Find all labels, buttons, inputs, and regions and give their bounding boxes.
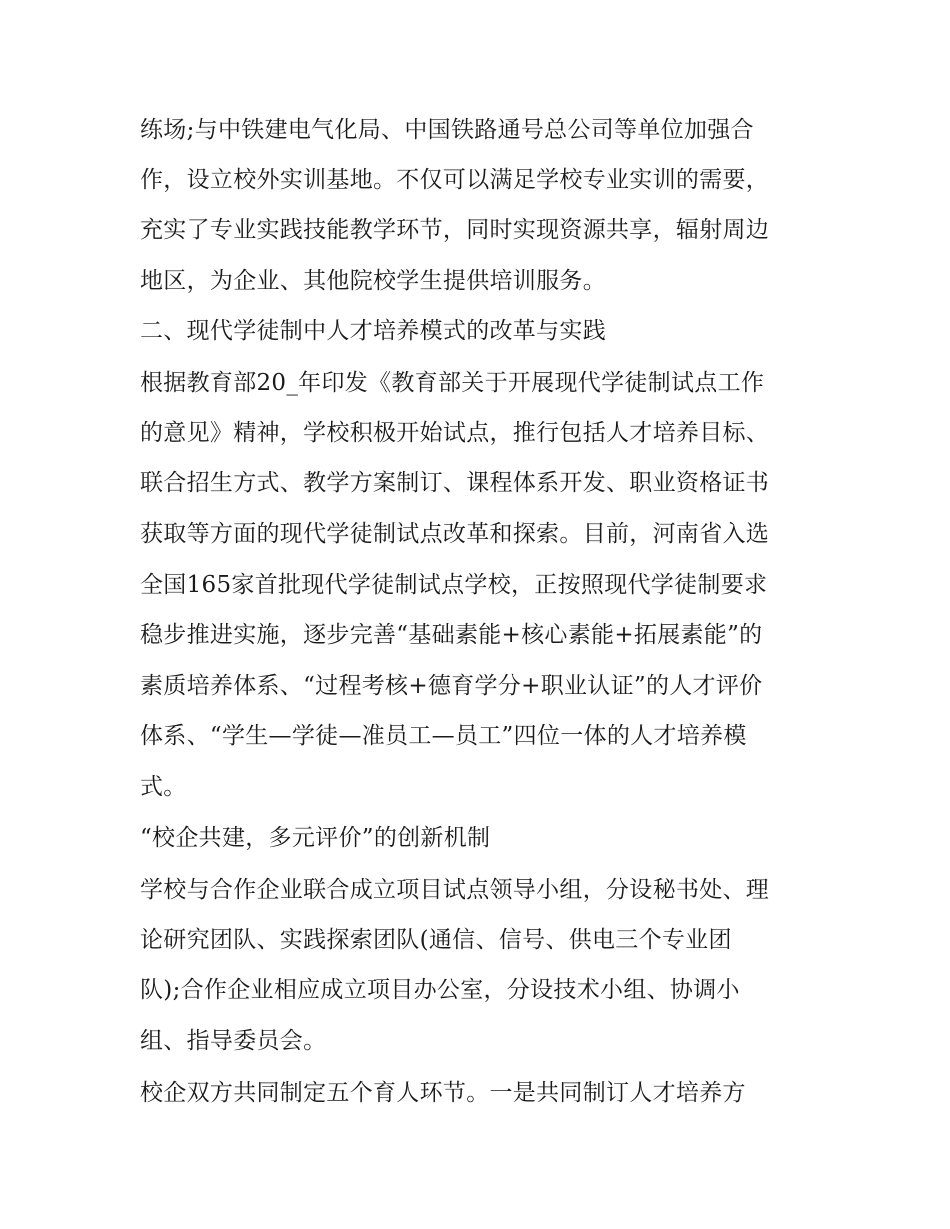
section-heading: 二、现代学徒制中人才培养模式的改革与实践 <box>140 318 606 344</box>
text-line: 论研究团队、实践探索团队(通信、信号、供电三个专业团 <box>140 927 732 953</box>
text-line: 联合招生方式、教学方案制订、课程体系开发、职业资格证书 <box>140 470 770 496</box>
text-line: 作，设立校外实训基地。不仅可以满足学校专业实训的需要， <box>140 167 770 193</box>
text-line: 队);合作企业相应成立项目办公室，分设技术小组、协调小 <box>140 977 740 1003</box>
text-line: 全国165家首批现代学徒制试点学校，正按照现代学徒制要求 <box>140 572 768 598</box>
section-heading: “校企共建，多元评价”的创新机制 <box>140 825 491 851</box>
text-line: 校企双方共同制定五个育人环节。一是共同制订人才培养方 <box>140 1080 746 1106</box>
text-line: 练场;与中铁建电气化局、中国铁路通号总公司等单位加强合 <box>140 117 754 143</box>
text-line: 获取等方面的现代学徒制试点改革和探索。目前，河南省入选 <box>140 521 770 547</box>
text-line: 充实了专业实践技能教学环节，同时实现资源共享，辐射周边 <box>140 217 770 243</box>
text-line: 地区，为企业、其他院校学生提供培训服务。 <box>140 268 606 294</box>
text-line: 稳步推进实施，逐步完善“基础素能+核心素能+拓展素能”的 <box>140 622 763 648</box>
text-line: 学校与合作企业联合成立项目试点领导小组，分设秘书处、理 <box>140 877 770 903</box>
text-line: 的意见》精神，学校积极开始试点，推行包括人才培养目标、 <box>140 420 770 446</box>
text-line: 根据教育部20_年印发《教育部关于开展现代学徒制试点工作 <box>140 370 765 396</box>
text-line: 素质培养体系、“过程考核+德育学分+职业认证”的人才评价 <box>140 673 763 699</box>
text-line: 组、指导委员会。 <box>140 1028 327 1054</box>
text-line: 体系、“学生—学徒—准员工—员工”四位一体的人才培养模 <box>140 723 747 749</box>
text-line: 式。 <box>140 774 187 800</box>
